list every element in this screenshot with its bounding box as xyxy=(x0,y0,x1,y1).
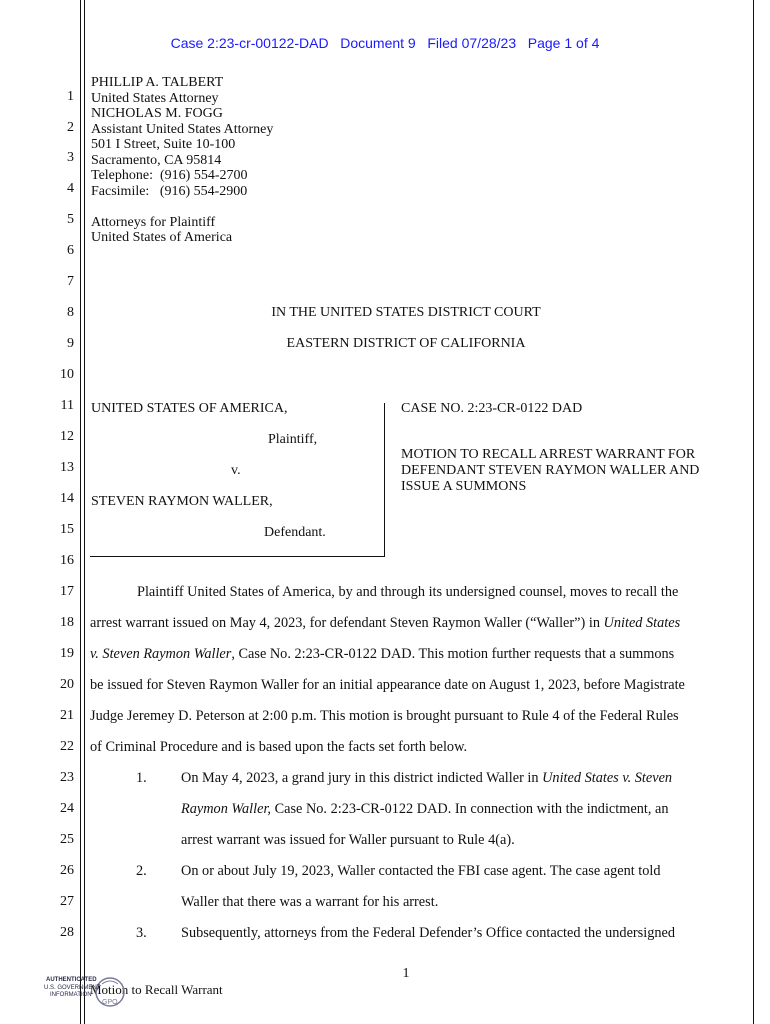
left-margin-rule-inner xyxy=(84,0,85,1024)
line-number: 26 xyxy=(60,863,74,878)
body-line: Subsequently, attorneys from the Federal Defender’s Office contacted the undersigned xyxy=(181,925,676,941)
line-number: 2 xyxy=(67,120,74,135)
body-text: On May 4, 2023, a grand jury in this district indicted Waller in xyxy=(181,770,543,786)
body-line xyxy=(90,615,680,632)
body-line: Waller that there was a warrant for his arrest. xyxy=(181,894,439,910)
body-line: Judge Jeremey D. Peterson at 2:00 p.m. This motion is brought pursuant to Rule 4 of the Federal Rules xyxy=(90,708,679,724)
versus: v. xyxy=(231,463,241,478)
line-number: 27 xyxy=(60,894,74,909)
gpo-authentication-seal-icon xyxy=(44,970,130,1014)
body-line xyxy=(181,770,672,787)
body-line: be issued for Steven Raymon Waller for an initial appearance date on August 1, 2023, before Magistrate xyxy=(90,677,685,693)
line-number: 28 xyxy=(60,925,74,940)
left-margin-rule xyxy=(80,0,81,1024)
attorneys-for-line: United States of America xyxy=(91,230,233,245)
motion-title-line: DEFENDANT STEVEN RAYMON WALLER AND xyxy=(401,463,700,478)
line-number: 23 xyxy=(60,770,74,785)
caption-underline xyxy=(90,556,385,557)
counsel-line: Sacramento, CA 95814 xyxy=(91,153,222,168)
case-citation: United States xyxy=(603,615,681,631)
line-number: 1 xyxy=(67,89,74,104)
case-citation: United States v. Steven xyxy=(542,770,673,786)
body-line xyxy=(181,801,668,818)
body-line: of Criminal Procedure and is based upon the facts set forth below. xyxy=(90,739,468,755)
line-number: 5 xyxy=(67,212,74,227)
line-number: 8 xyxy=(67,305,74,320)
case-citation: v. Steven Raymon Waller xyxy=(90,646,232,662)
right-margin-rule xyxy=(753,0,754,1024)
line-number: 17 xyxy=(60,584,74,599)
counsel-line: 501 I Street, Suite 10-100 xyxy=(91,137,236,152)
line-number: 7 xyxy=(67,274,74,289)
counsel-line: NICHOLAS M. FOGG xyxy=(91,106,223,121)
body-line xyxy=(90,646,674,663)
attorneys-for-line: Attorneys for Plaintiff xyxy=(91,215,216,230)
counsel-line: United States Attorney xyxy=(91,91,219,106)
counsel-line: Telephone: (916) 554-2700 xyxy=(91,168,248,183)
line-number: 9 xyxy=(67,336,74,351)
svg-text:U.S. GOVERNMENT: U.S. GOVERNMENT xyxy=(44,985,101,991)
counsel-line: Facsimile: (916) 554-2900 xyxy=(91,184,248,199)
counsel-line: Assistant United States Attorney xyxy=(91,122,274,137)
line-number: 11 xyxy=(60,398,74,413)
line-number: 22 xyxy=(60,739,74,754)
plaintiff-role: Plaintiff, xyxy=(268,432,318,447)
line-number: 3 xyxy=(67,150,74,165)
line-number: 19 xyxy=(60,646,74,661)
body-text: arrest warrant issued on May 4, 2023, for defendant Steven Raymon Waller (“Waller”) in xyxy=(90,615,604,631)
svg-text:INFORMATION: INFORMATION xyxy=(50,992,92,998)
svg-text:AUTHENTICATED: AUTHENTICATED xyxy=(46,977,97,983)
line-number: 25 xyxy=(60,832,74,847)
court-name: IN THE UNITED STATES DISTRICT COURT xyxy=(271,305,541,320)
plaintiff-name: UNITED STATES OF AMERICA, xyxy=(91,401,288,416)
body-text: , Case No. 2:23-CR-0122 DAD. This motion further requests that a summons xyxy=(231,646,675,662)
body-text: Case No. 2:23-CR-0122 DAD. In connection with the indictment, an xyxy=(271,801,669,817)
line-number: 18 xyxy=(60,615,74,630)
defendant-role: Defendant. xyxy=(264,525,326,540)
line-number: 10 xyxy=(60,367,74,382)
body-line: arrest warrant was issued for Waller pursuant to Rule 4(a). xyxy=(181,832,515,848)
line-number: 12 xyxy=(60,429,74,444)
defendant-name: STEVEN RAYMON WALLER, xyxy=(91,494,273,509)
line-number: 24 xyxy=(60,801,74,816)
caption-divider xyxy=(384,403,385,557)
line-number: 4 xyxy=(67,181,74,196)
paragraph-number: 1. xyxy=(136,770,147,786)
body-line: On or about July 19, 2023, Waller contacted the FBI case agent. The case agent told xyxy=(181,863,661,879)
page-number: 1 xyxy=(402,966,410,981)
line-number: 15 xyxy=(60,522,74,537)
line-number: 20 xyxy=(60,677,74,692)
motion-title-line: ISSUE A SUMMONS xyxy=(401,479,527,494)
body-line: Plaintiff United States of America, by and through its undersigned counsel, moves to recall the xyxy=(137,584,679,600)
line-number: 14 xyxy=(60,491,74,506)
line-number: 13 xyxy=(60,460,74,475)
paragraph-number: 2. xyxy=(136,863,147,879)
case-number: CASE NO. 2:23-CR-0122 DAD xyxy=(401,401,583,416)
case-citation: Raymon Waller, xyxy=(181,801,272,817)
line-number: 6 xyxy=(67,243,74,258)
svg-text:GPO: GPO xyxy=(102,999,118,1006)
line-number: 21 xyxy=(60,708,74,723)
line-number: 16 xyxy=(60,553,74,568)
paragraph-number: 3. xyxy=(136,925,147,941)
motion-title-line: MOTION TO RECALL ARREST WARRANT FOR xyxy=(401,447,696,462)
footer-title: Motion to Recall Warrant xyxy=(90,982,223,997)
case-header-stamp: Case 2:23-cr-00122-DAD Document 9 Filed 07/28/23 Page 1 of 4 xyxy=(170,35,600,51)
court-district: EASTERN DISTRICT OF CALIFORNIA xyxy=(286,336,526,351)
counsel-line: PHILLIP A. TALBERT xyxy=(91,75,224,90)
